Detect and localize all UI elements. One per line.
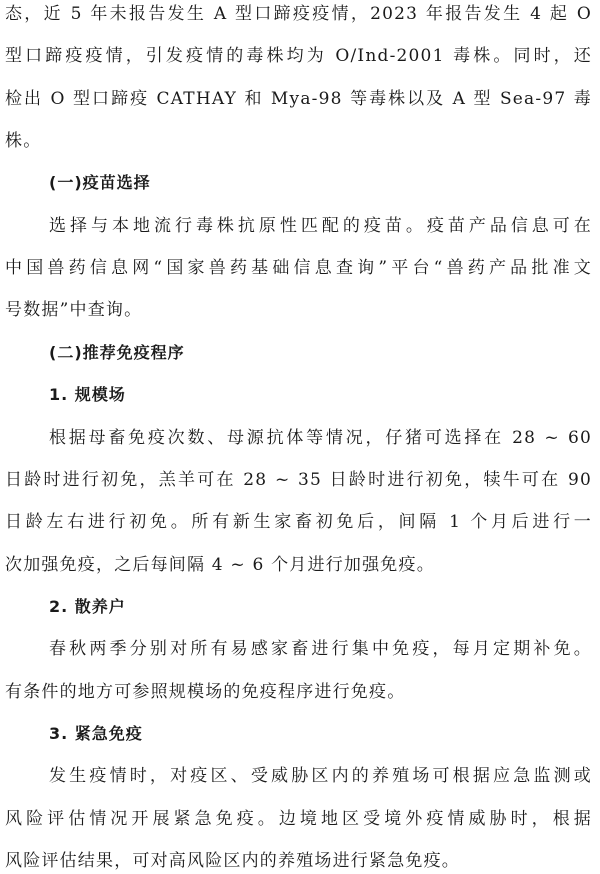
paragraph-line: 有条件的地方可参照规模场的免疫程序进行免疫。	[5, 682, 406, 702]
paragraph-line: 检出 O 型口蹄疫 CATHAY 和 Mya-98 等毒株以及 A 型 Sea-97 毒	[5, 89, 592, 109]
paragraph-line: 中国兽药信息网“国家兽药基础信息查询”平台“兽药产品批准文	[5, 258, 592, 278]
subsection-heading-small-farms: 2. 散养户	[49, 597, 126, 616]
paragraph-line: 日龄时进行初免，羔羊可在 28 ~ 35 日龄时进行初免，犊牛可在 90	[5, 470, 592, 490]
subsection-heading-large-farms: 1. 规模场	[49, 385, 126, 404]
paragraph-line: 根据母畜免疫次数、母源抗体等情况，仔猪可选择在 28 ~ 60	[49, 428, 592, 448]
paragraph-line: 号数据”中查询。	[5, 300, 143, 320]
paragraph-line: 发生疫情时，对疫区、受威胁区内的养殖场可根据应急监测或	[49, 766, 592, 786]
section-heading-immunization-program: (二)推荐免疫程序	[49, 343, 185, 362]
paragraph-line: 次加强免疫，之后每间隔 4 ~ 6 个月进行加强免疫。	[5, 555, 435, 575]
paragraph-line: 春秋两季分别对所有易感家畜进行集中免疫，每月定期补免。	[49, 639, 592, 659]
paragraph-line: 型口蹄疫疫情，引发疫情的毒株均为 O/Ind-2001 毒株。同时，还	[5, 46, 592, 66]
paragraph-line: 态，近 5 年未报告发生 A 型口蹄疫疫情，2023 年报告发生 4 起 O	[5, 4, 592, 24]
paragraph-line: 选择与本地流行毒株抗原性匹配的疫苗。疫苗产品信息可在	[49, 216, 592, 236]
paragraph-line: 株。	[5, 131, 42, 151]
paragraph-line: 风险评估情况开展紧急免疫。边境地区受境外疫情威胁时，根据	[5, 809, 592, 829]
paragraph-line: 日龄左右进行初免。所有新生家畜初免后，间隔 1 个月后进行一	[5, 512, 592, 532]
subsection-heading-emergency-immunization: 3. 紧急免疫	[49, 724, 143, 743]
paragraph-line: 风险评估结果，可对高风险区内的养殖场进行紧急免疫。	[5, 851, 460, 871]
section-heading-vaccine-selection: (一)疫苗选择	[49, 173, 151, 192]
